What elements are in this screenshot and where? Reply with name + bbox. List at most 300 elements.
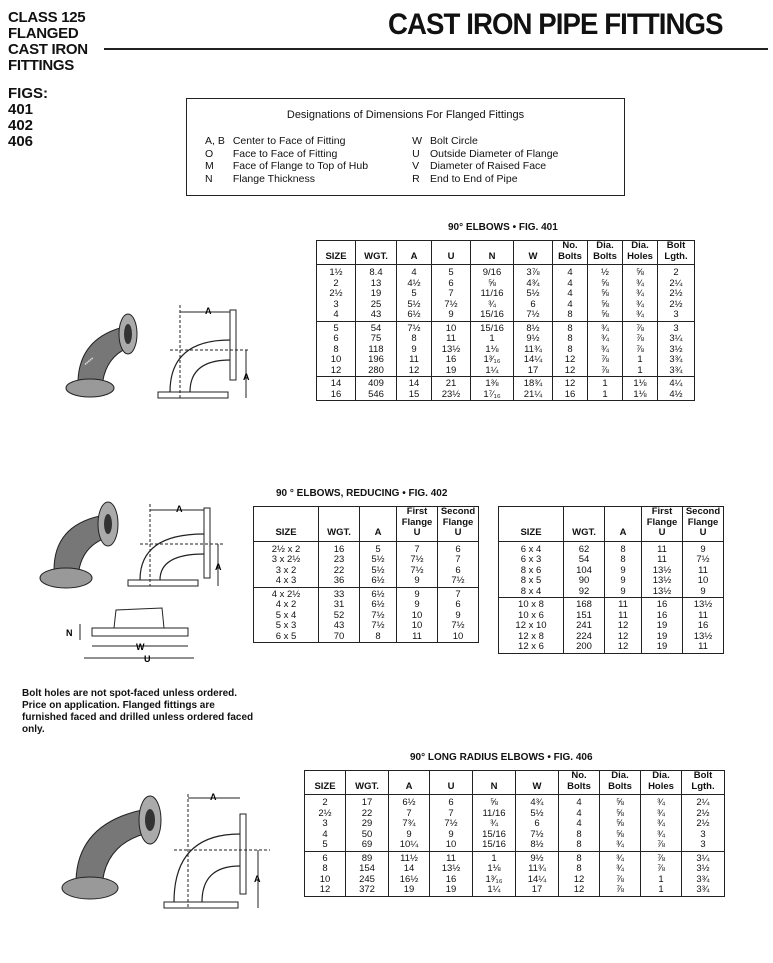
table-cell: 11 (430, 851, 473, 864)
table-cell: 16 (642, 611, 683, 622)
table-cell: 19 (642, 621, 683, 632)
page-title: CAST IRON PIPE FITTINGS (388, 8, 723, 41)
flange-section-drawing (64, 600, 204, 670)
table-cell: 10 x 8 (499, 598, 564, 611)
table-cell: 90 (564, 576, 605, 587)
table-cell: 7½ (397, 555, 438, 566)
table-cell: ¾ (471, 300, 514, 311)
table-cell: 8½ (516, 840, 559, 851)
table-cell: 70 (319, 632, 360, 643)
table-cell: 11/16 (473, 809, 516, 820)
table-cell: 7½ (432, 300, 471, 311)
table-cell: ⅝ (588, 300, 623, 311)
table-cell: 7 (432, 289, 471, 300)
fig402-dimension-drawing (118, 500, 228, 596)
table-cell: 12 (305, 885, 346, 896)
table-cell: 409 (356, 377, 397, 390)
table-cell: 7½ (397, 321, 432, 334)
table-cell: 1⅛ (623, 377, 658, 390)
designation-cell: N (205, 172, 213, 185)
table-row (317, 390, 695, 401)
table-cell: 18¾ (514, 377, 553, 390)
table-cell: 2 (658, 265, 695, 279)
table-cell: 43 (319, 621, 360, 632)
fig402-elbow-photo (34, 498, 130, 598)
column-header: W (514, 241, 553, 265)
table-cell: 5 (305, 840, 346, 851)
table-cell: 6 (438, 600, 479, 611)
table-cell: ⅝ (600, 795, 641, 809)
dim-a-label: A (243, 372, 250, 382)
table-cell: 9 (430, 830, 473, 841)
table-cell: 1 (641, 875, 682, 886)
column-header: No. Bolts (559, 771, 600, 795)
table-row (254, 555, 479, 566)
table-cell: 1⅜ (471, 377, 514, 390)
table-cell: 75 (356, 334, 397, 345)
designation-cell: R (412, 172, 420, 185)
table-cell: ⅝ (600, 830, 641, 841)
table-cell: 4 x 2 (254, 600, 319, 611)
table-row (499, 598, 724, 611)
column-header: First Flange U (397, 507, 438, 542)
table-row (499, 555, 724, 566)
table-cell: 9 (605, 566, 642, 577)
table-cell: 6 (516, 819, 559, 830)
table-cell: 3¾ (682, 885, 725, 896)
table-cell: 14 (397, 377, 432, 390)
fig402-table-right (498, 506, 724, 654)
table-cell: 13½ (430, 864, 473, 875)
column-header: SIZE (499, 507, 564, 542)
table-cell: 1³⁄₁₆ (471, 355, 514, 366)
table-cell: 7½ (683, 555, 724, 566)
table-cell: 8 (605, 541, 642, 555)
table-cell: 3 x 2 (254, 566, 319, 577)
table-cell: 11 (683, 566, 724, 577)
table-cell: 23½ (432, 390, 471, 401)
table-cell: ¾ (623, 279, 658, 290)
table-cell: 92 (564, 587, 605, 598)
table-cell: 13½ (642, 587, 683, 598)
table-cell: 4 (559, 795, 600, 809)
table-cell: 1⅛ (473, 864, 516, 875)
table-cell: 12 x 8 (499, 632, 564, 643)
table-cell: 9 (397, 587, 438, 600)
table-cell: 2½ x 2 (254, 541, 319, 555)
table-cell: 5 (360, 541, 397, 555)
table-cell: 31 (319, 600, 360, 611)
table-cell: 21 (432, 377, 471, 390)
table-cell: ⅝ (588, 289, 623, 300)
table-cell: 11 (605, 611, 642, 622)
table-cell: 6½ (360, 576, 397, 587)
dim-n-label: N (66, 628, 73, 638)
designation-cell: Bolt Circle (430, 135, 478, 147)
table-cell: 6 (430, 795, 473, 809)
table-cell: 89 (346, 851, 389, 864)
column-header: SIZE (317, 241, 356, 265)
table-cell: 6 (514, 300, 553, 311)
table-cell: 16 (432, 355, 471, 366)
table-cell: 3¼ (682, 851, 725, 864)
table-row (254, 541, 479, 555)
column-header: Second Flange U (438, 507, 479, 542)
table-cell: 54 (356, 321, 397, 334)
table-row (305, 885, 725, 896)
table-cell: 7½ (438, 621, 479, 632)
table-cell: 11¾ (516, 864, 559, 875)
table-cell: 104 (564, 566, 605, 577)
table-cell: 6½ (397, 310, 432, 321)
table-cell: ¾ (588, 345, 623, 356)
table-cell: 3¾ (682, 875, 725, 886)
table-cell: 241 (564, 621, 605, 632)
table-cell: ⅞ (641, 840, 682, 851)
table-cell: 12 (559, 875, 600, 886)
table-cell: 4¼ (658, 377, 695, 390)
dim-a-label: A (205, 306, 212, 316)
designation-cell: Outside Diameter of Flange (430, 147, 559, 160)
column-header: SIZE (254, 507, 319, 542)
table-row (254, 576, 479, 587)
table-cell: 3 (658, 310, 695, 321)
table-cell: 245 (346, 875, 389, 886)
table-cell: 5 x 3 (254, 621, 319, 632)
table-cell: 6 (317, 334, 356, 345)
table-cell: 11¾ (514, 345, 553, 356)
bolt-holes-note: Bolt holes are not spot-faced unless ordered. Price on application. Flanged fittings are furnished faced and drilled unless ordered faced only. (22, 688, 254, 735)
dim-a-label: A (254, 874, 261, 884)
side-title-line: CAST IRON (8, 41, 88, 58)
table-cell: 4 (553, 279, 588, 290)
table-cell: 3½ (682, 864, 725, 875)
table-cell: 10 (438, 632, 479, 643)
fig402-title: 90 ° ELBOWS, REDUCING • FIG. 402 (276, 488, 448, 499)
table-cell: 7½ (360, 611, 397, 622)
table-cell: 17 (516, 885, 559, 896)
table-cell: 10 (317, 355, 356, 366)
table-cell: 9 (683, 541, 724, 555)
designation-cell: End to End of Pipe (430, 172, 518, 185)
table-row (305, 840, 725, 851)
table-cell: ⅝ (600, 819, 641, 830)
table-cell: 9½ (514, 334, 553, 345)
table-cell: 14¼ (514, 355, 553, 366)
table-cell: 7 (389, 809, 430, 820)
table-row (499, 642, 724, 653)
table-cell: 3 x 2½ (254, 555, 319, 566)
column-header: WGT. (319, 507, 360, 542)
table-cell: 12 (317, 366, 356, 377)
table-cell: 151 (564, 611, 605, 622)
table-cell: 9 (438, 611, 479, 622)
table-row (317, 289, 695, 300)
table-cell: 6 (305, 851, 346, 864)
table-cell: 16 (553, 390, 588, 401)
table-cell: 4 (559, 809, 600, 820)
table-cell: 8½ (514, 321, 553, 334)
table-cell: 17 (514, 366, 553, 377)
table-cell: 13½ (683, 632, 724, 643)
table-cell: 9 (605, 576, 642, 587)
table-cell: 10 (397, 611, 438, 622)
table-cell: 9 (605, 587, 642, 598)
table-row (317, 355, 695, 366)
table-cell: 1¼ (471, 366, 514, 377)
table-cell: 50 (346, 830, 389, 841)
table-cell: ⅞ (623, 321, 658, 334)
fig401-dimension-drawing (150, 300, 260, 410)
column-header: Dia. Bolts (600, 771, 641, 795)
column-header: Dia. Holes (641, 771, 682, 795)
table-cell: 1 (641, 885, 682, 896)
table-cell: 11 (432, 334, 471, 345)
table-cell: 11 (605, 598, 642, 611)
table-cell: 16 (317, 390, 356, 401)
table-cell: 12 (605, 642, 642, 653)
table-cell: 9 (432, 310, 471, 321)
column-header: Second Flange U (683, 507, 724, 542)
table-cell: 4 x 2½ (254, 587, 319, 600)
table-cell: 1 (623, 355, 658, 366)
column-header: A (389, 771, 430, 795)
table-cell: 7 (397, 541, 438, 555)
table-cell: 8 (305, 864, 346, 875)
table-cell: 8 (553, 310, 588, 321)
side-title-line: FITTINGS (8, 57, 74, 74)
designation-cell: O (205, 147, 214, 160)
fig401-table (316, 240, 695, 401)
designation-row (201, 173, 562, 186)
table-cell: 69 (346, 840, 389, 851)
table-cell: 7½ (516, 830, 559, 841)
svg-text:▪▪▪▪▪: ▪▪▪▪▪ (83, 356, 96, 368)
table-cell: 15/16 (473, 840, 516, 851)
column-header: First Flange U (642, 507, 683, 542)
table-cell: 16 (430, 875, 473, 886)
fig-number: 401 (8, 101, 34, 118)
table-cell: 4¾ (514, 279, 553, 290)
table-cell: 10 (430, 840, 473, 851)
table-cell: 22 (319, 566, 360, 577)
table-cell: 5½ (516, 809, 559, 820)
table-cell: 11 (683, 611, 724, 622)
table-cell: 10¼ (389, 840, 430, 851)
table-cell: 224 (564, 632, 605, 643)
table-row (254, 600, 479, 611)
column-header: Bolt Lgth. (682, 771, 725, 795)
table-row (305, 819, 725, 830)
table-cell: 1 (588, 377, 623, 390)
table-cell: 10 x 6 (499, 611, 564, 622)
table-cell: 2¼ (658, 279, 695, 290)
table-cell: 546 (356, 390, 397, 401)
dim-w-label: W (136, 642, 145, 652)
table-cell: 13½ (432, 345, 471, 356)
designations-table (201, 135, 562, 185)
table-cell: ⅞ (588, 366, 623, 377)
table-cell: ⅝ (600, 809, 641, 820)
table-cell: 9 (397, 600, 438, 611)
designation-cell: V (412, 160, 420, 172)
table-cell: 8 (553, 321, 588, 334)
side-title-line: FLANGED (8, 25, 79, 42)
table-cell: ⅞ (588, 355, 623, 366)
figs-label: FIGS: (8, 85, 48, 102)
table-cell: 13½ (642, 566, 683, 577)
table-cell: 168 (564, 598, 605, 611)
table-cell: 4½ (397, 279, 432, 290)
table-cell: 54 (564, 555, 605, 566)
table-cell: 19 (389, 885, 430, 896)
table-cell: 9/16 (471, 265, 514, 279)
table-cell: 19 (356, 289, 397, 300)
table-cell: 19 (432, 366, 471, 377)
table-row (499, 541, 724, 555)
table-cell: 8 x 4 (499, 587, 564, 598)
table-cell: 62 (564, 541, 605, 555)
table-row (317, 310, 695, 321)
table-cell: 1 (471, 334, 514, 345)
designation-cell: U (412, 147, 420, 160)
table-cell: 8 (559, 830, 600, 841)
table-cell: 9 (389, 830, 430, 841)
table-cell: 2½ (317, 289, 356, 300)
table-cell: 12 (605, 632, 642, 643)
table-cell: ¾ (641, 809, 682, 820)
designation-cell: Face of Flange to Top of Hub (232, 160, 369, 172)
table-cell: 4 (553, 289, 588, 300)
table-cell: 9 (397, 576, 438, 587)
table-row (499, 576, 724, 587)
table-cell: 280 (356, 366, 397, 377)
table-cell: 1 (623, 366, 658, 377)
table-cell: ⅝ (588, 279, 623, 290)
table-cell: 7 (438, 587, 479, 600)
table-row (305, 795, 725, 809)
table-row (499, 621, 724, 632)
table-cell: 11½ (389, 851, 430, 864)
fig401-title: 90° ELBOWS • FIG. 401 (448, 222, 558, 233)
table-cell: 2¼ (682, 795, 725, 809)
table-cell: 3 (317, 300, 356, 311)
table-cell: 2 (317, 279, 356, 290)
table-cell: 4 (553, 265, 588, 279)
table-cell: 2½ (682, 809, 725, 820)
table-cell: 10 (305, 875, 346, 886)
table-cell: ¾ (588, 321, 623, 334)
table-cell: 4¾ (516, 795, 559, 809)
column-header: N (473, 771, 516, 795)
dim-a-label: A (215, 562, 222, 572)
table-cell: ⅞ (623, 334, 658, 345)
table-cell: ⅞ (623, 345, 658, 356)
table-cell: 5 (397, 289, 432, 300)
fig406-title: 90° LONG RADIUS ELBOWS • FIG. 406 (410, 752, 593, 763)
table-cell: 16 (319, 541, 360, 555)
table-cell: 9½ (516, 851, 559, 864)
table-cell: 6½ (389, 795, 430, 809)
table-cell: 1¼ (473, 885, 516, 896)
designation-cell: W (412, 135, 422, 147)
table-cell: 6 (438, 566, 479, 577)
table-cell: 5½ (360, 555, 397, 566)
table-cell: 6 x 4 (499, 541, 564, 555)
table-cell: 3⅞ (514, 265, 553, 279)
column-header: WGT. (356, 241, 397, 265)
table-cell: 10 (683, 576, 724, 587)
table-cell: 11 (397, 355, 432, 366)
designations-box (186, 98, 625, 196)
table-cell: 4 (305, 830, 346, 841)
table-cell: 3¾ (658, 366, 695, 377)
table-cell: ¾ (600, 851, 641, 864)
table-cell: 7½ (360, 621, 397, 632)
table-cell: 12 (605, 621, 642, 632)
table-cell: ¾ (588, 334, 623, 345)
table-cell: 36 (319, 576, 360, 587)
table-cell: 8 (360, 632, 397, 643)
table-cell: 1³⁄₁₆ (473, 875, 516, 886)
table-cell: ⅝ (471, 279, 514, 290)
table-cell: ⅝ (588, 310, 623, 321)
table-cell: 11 (397, 632, 438, 643)
table-cell: 2½ (682, 819, 725, 830)
table-cell: 8 (559, 864, 600, 875)
table-cell: 5 (317, 321, 356, 334)
designation-row (201, 135, 562, 148)
table-cell: 4½ (658, 390, 695, 401)
table-cell: ⅞ (641, 851, 682, 864)
table-row (317, 334, 695, 345)
table-cell: 12 (553, 366, 588, 377)
table-cell: 22 (346, 809, 389, 820)
fig406-elbow-photo (54, 790, 174, 910)
table-cell: 19 (642, 632, 683, 643)
table-cell: 8.4 (356, 265, 397, 279)
table-cell: 8 x 5 (499, 576, 564, 587)
table-cell: ¾ (623, 310, 658, 321)
table-cell: 12 (553, 377, 588, 390)
column-header: Dia. Bolts (588, 241, 623, 265)
table-cell: 8 (605, 555, 642, 566)
table-cell: 10 (397, 621, 438, 632)
table-cell: 12 (397, 366, 432, 377)
table-cell: 13½ (642, 576, 683, 587)
table-cell: 4 (553, 300, 588, 311)
fig402-table-left (253, 506, 479, 643)
column-header: W (516, 771, 559, 795)
table-cell: 3 (658, 321, 695, 334)
table-row (499, 587, 724, 598)
table-cell: 1 (473, 851, 516, 864)
table-cell: 15/16 (471, 321, 514, 334)
table-cell: ¾ (473, 819, 516, 830)
table-cell: 3¾ (658, 355, 695, 366)
table-cell: 14 (389, 864, 430, 875)
table-cell: 2½ (305, 809, 346, 820)
table-cell: 14¼ (516, 875, 559, 886)
table-cell: 8 (553, 334, 588, 345)
table-cell: 5½ (397, 300, 432, 311)
table-cell: 4 (397, 265, 432, 279)
dim-a-label: A (210, 792, 217, 802)
table-cell: ½ (588, 265, 623, 279)
fig-number: 406 (8, 133, 34, 150)
fig406-dimension-drawing (160, 790, 280, 920)
side-title-line: CLASS 125 (8, 9, 86, 26)
